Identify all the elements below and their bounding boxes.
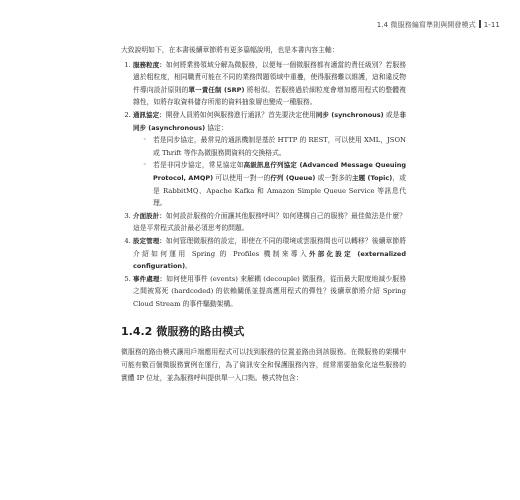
item-term: 設定管理： bbox=[133, 236, 166, 245]
sublist-text: 若是同步協定，最常見的通訊機制是基於 HTTP 的 REST，可以使用 XML，JSON 或 Thrift 等作為微服務間資料的交換格式。 bbox=[153, 136, 406, 157]
item-term: 介面設計： bbox=[133, 211, 166, 220]
item-term: 服務粒度： bbox=[133, 60, 166, 69]
header-separator bbox=[479, 20, 481, 28]
list-item-events bbox=[133, 273, 406, 311]
item-text: 協定： bbox=[205, 123, 228, 132]
hollow-bullet-icon: ◦ bbox=[143, 161, 147, 169]
list-item-configuration bbox=[133, 235, 406, 273]
list-item-granularity bbox=[133, 59, 406, 109]
section-body-paragraph: 微服務的路由模式讓用戶端應用程式可以找到服務的位置並路由到該服務。在微服務的架構中可能有數百個微服務實例在運行，為了資訊安全和保護服務內容，經常需要抽象化這些服務的實體 IP 位址，並為服務呼叫提供單一入口點。模式特包含： bbox=[121, 348, 406, 382]
item-text: 如何管理微服務的設定，即使在不同的環境或雲服務間也可以轉移？後續章節將介紹如何運用 Spring 的 Profiles 機制來導入 bbox=[133, 236, 407, 258]
item-text: 如何使用事件 (events) 來解耦 (decouple) 微服務，從而最大限度地減少服務之間被寫死 (hardcoded) 的依賴關係並提高應用程式的彈性？後續章節將介紹 Spring Cloud Stream 的事件驅動架構。 bbox=[133, 274, 406, 308]
sublist-item-sync bbox=[143, 134, 406, 159]
hollow-bullet-icon: ◦ bbox=[143, 136, 147, 144]
section-number: 1.4.2 bbox=[121, 325, 153, 339]
sublist-bold-text: 主題 (Topic) bbox=[352, 173, 393, 182]
sublist-text: ，或是 RabbitMQ、Apache Kafka 和 Amazon Simple Queue Service 等訊息代理。 bbox=[153, 173, 406, 208]
section-title-text: 微服務的路由模式 bbox=[156, 325, 245, 339]
item-bold-text: 非同步 (asynchronous) bbox=[133, 110, 407, 132]
header-section-label: 1.4 微服務編寫準則與開發模式 bbox=[376, 21, 476, 29]
sublist-bold-text: 佇列 (Queue) bbox=[270, 173, 316, 182]
item-text: 如何將業務領域分解為微服務，以便每一個微服務都有適當的責任級別？若服務過於粗粒度，相同職責可能在不同的業務問題領域中重疊，使得服務難以維護，這和違反物件導向設計原則的 bbox=[133, 60, 407, 94]
sublist-text: 或一對多的 bbox=[315, 173, 353, 182]
item-text: 將相似。若服務過於細粒度會增加應用程式的整體複雜性，如將存取資料儲存所需的資料抽象層也變成一種服務。 bbox=[133, 85, 406, 107]
item-bold-text: 單一責任制 (SRP) bbox=[188, 85, 245, 94]
sublist-bold-text: 高級訊息佇列協定 (Advanced Message Queuing Protocol, AMQP) bbox=[153, 161, 406, 182]
section-heading bbox=[121, 324, 406, 340]
protocol-sublist bbox=[133, 134, 406, 210]
item-text: 。 bbox=[185, 262, 192, 271]
page-content bbox=[121, 44, 406, 384]
list-item-interface bbox=[133, 210, 406, 235]
intro-paragraph: 大致說明如下，在本書後續章節將有更多篇幅說明，也是本書內容主軸： bbox=[121, 46, 339, 54]
item-text: 開發人員將如何與服務進行通訊？首先要決定使用 bbox=[165, 110, 316, 119]
item-bold-text: 外部化設定 (externalized configuration) bbox=[133, 249, 406, 271]
running-header bbox=[240, 20, 500, 30]
list-item-protocol bbox=[133, 109, 406, 210]
item-bold-text: 同步 (synchronous) bbox=[315, 110, 384, 119]
sublist-text: 若是非同步協定，常見協定如 bbox=[153, 161, 244, 170]
item-text: 或是 bbox=[383, 110, 400, 119]
item-term: 事件處理： bbox=[133, 274, 167, 283]
header-page-number: 1-11 bbox=[483, 21, 500, 29]
item-term: 通訊協定： bbox=[133, 110, 166, 119]
principles-list bbox=[121, 59, 406, 311]
sublist-text: 可以使用一對一的 bbox=[213, 173, 271, 182]
item-text: 如何設計服務的介面讓其他服務呼叫？如何建構自己的服務？最佳做法是什麼？這是平常程式設計最必須思考的問題。 bbox=[133, 211, 407, 233]
sublist-item-async bbox=[143, 159, 406, 209]
